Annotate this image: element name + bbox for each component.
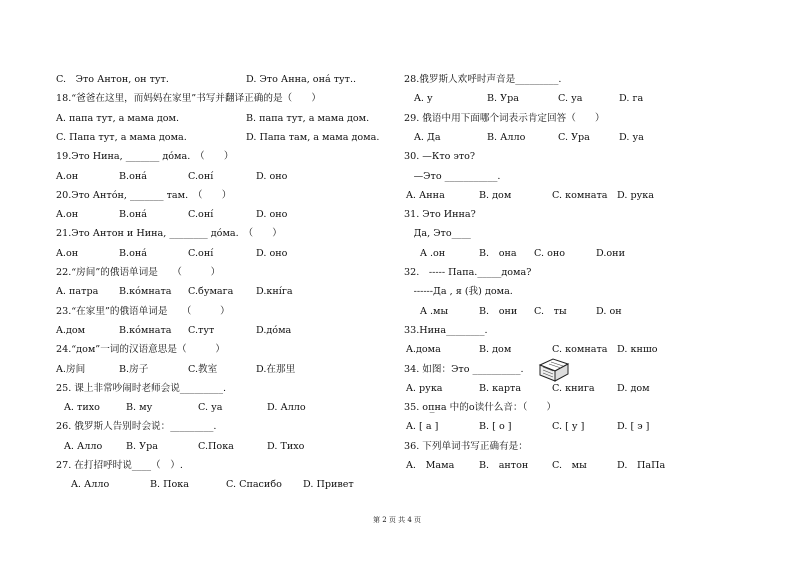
- answer-option: A .он: [420, 247, 446, 259]
- answer-option: A. у: [414, 93, 433, 105]
- question-line: 26. 俄罗斯人告别时会说：_________.: [56, 421, 217, 433]
- answer-option: B.房子: [119, 363, 149, 375]
- answer-option: C.оні́: [188, 170, 214, 182]
- answer-option: A. тихо: [64, 402, 100, 414]
- answer-option: A. рука: [406, 382, 443, 394]
- question-line: 20.Это Анто́н, _______ там. （ ）: [56, 189, 232, 201]
- answer-option: A.он: [56, 209, 79, 221]
- answer-option: C. [ у ]: [552, 421, 585, 433]
- answer-option: D. Это Анна, она́ тут..: [246, 74, 357, 85]
- answer-option: C.Пока: [198, 440, 234, 452]
- answer-option: A.дома: [406, 344, 441, 356]
- answer-option: B.она́: [119, 247, 147, 259]
- question-line: 30. —Кто это?: [404, 151, 476, 163]
- question-line: 27. 在打招呼时说____（ ）.: [56, 460, 183, 471]
- question-line: —Это ___________.: [404, 170, 501, 182]
- answer-option: A. Да: [414, 131, 441, 143]
- answer-option: A. [ a ]: [406, 421, 439, 433]
- answer-option: B.она́: [119, 170, 147, 182]
- question-line: 22.“房间”的俄语单词是 （ ）: [56, 267, 221, 278]
- question-line: 32. ----- Папа._____дома?: [404, 267, 532, 278]
- answer-option: D. ПаПа: [617, 460, 666, 471]
- answer-option: D. рука: [617, 189, 654, 201]
- answer-option: C. Спасибо: [226, 479, 282, 491]
- question-line: 24.“дом”一词的汉语意思是（ ）: [56, 344, 225, 356]
- question-line: ------Да , я (我) дома.: [404, 286, 513, 298]
- answer-option: D. [ э ]: [617, 421, 650, 433]
- answer-option: C.тут: [188, 324, 215, 336]
- answer-option: B. му: [126, 402, 153, 414]
- answer-option: D. оно: [256, 170, 288, 182]
- answer-option: C. комната: [552, 344, 608, 356]
- answer-option: D. Алло: [267, 402, 306, 414]
- answer-option: D. оно: [256, 209, 288, 221]
- answer-option: D.кні́га: [256, 286, 293, 298]
- question-line: 35. оп̲на 中的о读什么音：（ ）: [404, 402, 557, 414]
- answer-option: A.房间: [56, 363, 86, 375]
- answer-option: D. га: [619, 93, 644, 105]
- answer-option: C.оні́: [188, 209, 214, 221]
- answer-option: D. оно: [256, 247, 288, 259]
- answer-option: B. она: [479, 247, 517, 259]
- answer-option: B. они: [479, 305, 518, 317]
- answer-option: A. папа тут, а мама дом.: [56, 112, 180, 124]
- answer-option: B. [ o ]: [479, 421, 512, 433]
- answer-option: A .мы: [420, 305, 449, 317]
- answer-option: C. уа: [198, 402, 223, 414]
- answer-option: D. дом: [617, 382, 650, 394]
- answer-option: A.он: [56, 247, 79, 259]
- answer-option: D.до́ма: [256, 324, 292, 336]
- answer-option: C.бумага: [188, 286, 234, 298]
- answer-option: C. ты: [534, 305, 567, 317]
- answer-option: C. комната: [552, 189, 608, 201]
- answer-option: B.ко́мната: [119, 286, 172, 298]
- answer-option: D.они: [596, 247, 625, 259]
- answer-option: B. дом: [479, 189, 512, 201]
- page-footer: 第 2 页 共 4 页: [372, 516, 422, 524]
- question-line: 21.Это Антон и Нина, ________ до́ма. （ ）: [56, 228, 282, 240]
- answer-option: B. Алло: [487, 131, 526, 143]
- answer-option: C. мы: [552, 460, 587, 471]
- question-line: 19.Это Нина, _______ до́ма. （ ）: [56, 151, 234, 163]
- answer-option: B. антон: [479, 460, 529, 471]
- answer-option: B. дом: [479, 344, 512, 356]
- answer-option: D. Привет: [303, 479, 354, 491]
- answer-option: B.ко́мната: [119, 324, 172, 336]
- answer-option: B. папа тут, а мама дом.: [246, 112, 370, 124]
- answer-option: D. он: [596, 305, 622, 317]
- answer-option: A.дом: [56, 324, 86, 336]
- question-line: 31. Это Инна?: [404, 209, 476, 221]
- answer-option: A. Мама: [406, 460, 455, 471]
- question-line: 25. 课上非常吵闹时老师会说_________.: [56, 382, 227, 394]
- question-line: Да, Это____: [404, 228, 471, 240]
- answer-option: A. Алло: [71, 479, 110, 491]
- answer-option: C. книга: [552, 382, 595, 394]
- answer-option: B. Ура: [487, 93, 519, 105]
- answer-option: D. уа: [619, 131, 644, 143]
- answer-option: C.教室: [188, 363, 218, 375]
- question-line: 34. 如图：Это __________.: [404, 363, 524, 375]
- answer-option: B. Ура: [126, 440, 158, 452]
- answer-option: C.оні́: [188, 247, 214, 259]
- answer-option: C. Это Антон, он тут.: [56, 74, 169, 85]
- answer-option: C. Папа тут, а мама дома.: [56, 131, 187, 143]
- question-line: 33.Нина________.: [404, 324, 488, 336]
- answer-option: A.он: [56, 170, 79, 182]
- answer-option: D. Тихо: [267, 440, 305, 452]
- answer-option: C. уа: [558, 93, 583, 105]
- answer-option: D. Папа там, а мама дома.: [246, 131, 380, 143]
- answer-option: C. оно: [534, 247, 566, 259]
- answer-option: B.она́: [119, 209, 147, 221]
- answer-option: A. Анна: [406, 189, 445, 201]
- question-line: 36. 下列单词书写正确有是：: [404, 440, 528, 452]
- answer-option: B. карта: [479, 382, 522, 394]
- answer-option: A. Алло: [64, 440, 103, 452]
- answer-option: A. патра: [56, 286, 99, 298]
- question-line: 28.俄罗斯人欢呼时声音是_________.: [404, 74, 562, 85]
- answer-option: D. кншо: [617, 344, 658, 356]
- question-line: 29. 俄语中用下面哪个词表示肯定回答（ ）: [404, 112, 605, 124]
- book-illustration: [537, 355, 571, 383]
- question-line: 18.“爸爸在这里，而妈妈在家里”书写并翻译正确的是（ ）: [56, 93, 321, 105]
- question-line: 23.“在家里”的俄语单词是 （ ）: [56, 305, 230, 317]
- answer-option: B. Пока: [150, 479, 190, 491]
- answer-option: C. Ура: [558, 131, 590, 143]
- answer-option: D.在那里: [256, 363, 296, 375]
